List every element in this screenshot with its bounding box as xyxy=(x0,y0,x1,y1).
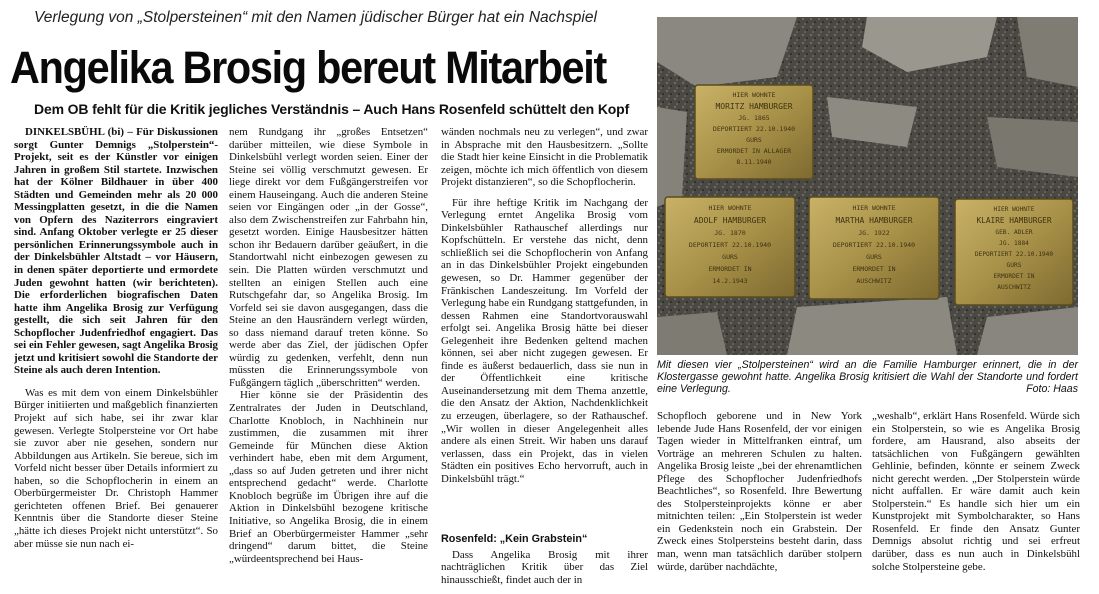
photo-credit: Foto: Haas xyxy=(1022,383,1078,395)
svg-text:JG. 1865: JG. 1865 xyxy=(738,114,770,122)
svg-text:JG. 1884: JG. 1884 xyxy=(999,240,1029,247)
svg-text:HIER WOHNTE: HIER WOHNTE xyxy=(708,204,752,212)
article-column-2 xyxy=(229,126,428,591)
headline: Angelika Brosig bereut Mitarbeit xyxy=(10,42,607,93)
body-paragraph: „weshalb“, erklärt Hans Rosenfeld. Würde sich ein Stolperstein, so wie es Angelika Brosig fordere, am Hausrand, also abseits der tatsächlichen von Fußgängern gewählten Gehlinie, befinden, könnte er seinem Zweck nicht gerecht werden. „Der Stolperstein würde nicht auffallen. Er wäre damit auch kein Stolperstein.“ Es handle sich hier um ein Kunstprojekt mit Symbolcharakter, so Hans Rosenfeld. Er finde den Ansatz Gunter Demnigs absolut richtig und sei erfreut darüber, dass es nun auch in Dinkelsbühl solche Stolpersteine gebe. xyxy=(872,410,1080,573)
stolperstein-2 xyxy=(665,197,795,297)
body-paragraph: wänden nochmals neu zu verlegen“, und zwar in Absprache mit den Hausbesitzern. „Sollte die Stadt hier keine Einsicht in die Problematik zeigen, möchte ich mich öffentlich von diesem Projekt distanzieren“, so die Schopflocherin. xyxy=(441,126,648,189)
article-column-1 xyxy=(14,126,218,591)
svg-text:MARTHA HAMBURGER: MARTHA HAMBURGER xyxy=(835,216,913,225)
svg-text:JG. 1870: JG. 1870 xyxy=(714,229,746,237)
article-column-3 xyxy=(441,126,648,524)
svg-text:HIER WOHNTE: HIER WOHNTE xyxy=(993,206,1035,213)
subheadline: Dem OB fehlt für die Kritik jegliches Verständnis – Auch Hans Rosenfeld schüttelt den Kopf xyxy=(34,101,630,117)
lead-paragraph: DINKELSBÜHL (bi) – Für Diskussionen sorgt Gunter Demnigs „Stolperstein“-Projekt, seit es der Künstler vor einigen Jahren in großem Stil startete. Inzwischen hat der Kölner Bildhauer in über 400 Städten und Gemeinden mehr als 20 000 Messingplatten gesetzt, in die die Namen von Opfern des Naziterrors eingraviert sind. Anfang Oktober verlegte er 25 dieser persönlichen Erinnerungssymbole auch in der Dinkelsbühler Altstadt – vor Häusern, in denen später deportierte und ermordete Juden gewohnt hatten (wir berichteten). Die erforderlichen biografischen Daten hatte ihm Angelika Brosig zur Verfügung gestellt, die sich seit Jahren für den Schopflocher Judenfriedhof engagiert. Das sei ein Fehler gewesen, sagt Angelika Brosig jetzt und kritisiert sowohl die Standorte der Steine als auch deren Intention. xyxy=(14,126,218,377)
svg-text:AUSCHWITZ: AUSCHWITZ xyxy=(856,277,892,285)
svg-text:JG. 1922: JG. 1922 xyxy=(858,229,890,237)
svg-text:GURS: GURS xyxy=(866,253,882,261)
section-subheading: Rosenfeld: „Kein Grabstein“ xyxy=(441,533,588,545)
svg-text:14.2.1943: 14.2.1943 xyxy=(712,277,748,285)
svg-text:AUSCHWITZ: AUSCHWITZ xyxy=(997,284,1031,291)
svg-text:8.11.1940: 8.11.1940 xyxy=(736,158,772,166)
body-paragraph: Schopfloch geborene und in New York lebende Jude Hans Rosenfeld, der vor einigen Tagen wieder in Mittelfranken eintraf, um Vorträge an mehreren Schulen zu halten. Angelika Brosig leiste „bei der ehrenamtlichen Pflege des Schopflocher Judenfriedhofs Beachtliches“, so Rosenfeld. Ihre Bewertung des Stolpersteinprojekts könne er aber mitnichten teilen: „Ein Stolperstein ist weder ein Gedenkstein noch ein Grabstein. Der Zweck eines Stolpersteins besteht darin, dass man, wenn man tatsächlich darüber stolpern würde, darüber nachdächte, xyxy=(657,410,862,573)
stolperstein-3 xyxy=(809,197,939,299)
svg-text:DEPORTIERT 22.10.1940: DEPORTIERT 22.10.1940 xyxy=(688,241,772,249)
body-paragraph: Hier könne sie der Präsidentin des Zentralrates der Juden in Deutschland, Charlotte Knobloch, in Nachhinein nur zustimmen, die zusammen mit ihrer Gemeinde für München diese Aktion verhindert habe, eben mit dem Argument, „dass so auf Juden getreten und ihrer nicht entsprechend gedacht“ werde. Charlotte Knobloch begrüße im Übrigen ihre auf die Aktion in Dinkelsbühl bezogene kritische Initiative, so Angelika Brosig, die in einem Brief an Oberbürgermeister Hammer „sehr dringend“ darum bittet, die Steine „würdeentsprechend bei Haus- xyxy=(229,389,428,565)
svg-text:GURS: GURS xyxy=(722,253,738,261)
article-column-4 xyxy=(657,410,862,591)
body-paragraph: Dass Angelika Brosig mit ihrer nachträglichen Kritik über das Ziel hinausschießt, findet auch der in xyxy=(441,548,648,586)
stolperstein-4 xyxy=(955,199,1073,305)
kicker: Verlegung von „Stolpersteinen“ mit den Namen jüdischer Bürger hat ein Nachspiel xyxy=(34,9,597,26)
caption-text: Mit diesen vier „Stolpersteinen“ wird an die Familie Hamburger erinnert, die in der Klostergasse gewohnt hatte. Angelika Brosig kritisiert die Wahl der Standorte und fordert eine Verlegung. xyxy=(657,359,1078,395)
svg-text:GURS: GURS xyxy=(1006,262,1022,269)
photo-caption xyxy=(657,359,1078,395)
svg-text:KLAIRE HAMBURGER: KLAIRE HAMBURGER xyxy=(976,216,1052,225)
body-paragraph: Was es mit dem von einem Dinkelsbühler Bürger initiierten und maßgeblich finanzierten Projekt auf sich habe, sei ihr zwar klar gewesen. Verlegte Stolpersteine vor Ort habe sie zuvor aber nie gesehen, sondern nur Abbildungen aus Artikeln. Sie bereue, sich im Vorfeld nicht besser über Details informiert zu haben, so die Schopflocherin in einem an Oberbürgermeister Dr. Christoph Hammer gerichteten offenen Brief. Bei genauerer Kenntnis über die Standorte dieser Steine „hätte ich dieses Projekt nicht unterstützt“. So aber müsse sie nun nach ei- xyxy=(14,386,218,550)
svg-text:ERMORDET IN: ERMORDET IN xyxy=(993,273,1035,280)
body-paragraph: Für ihre heftige Kritik im Nachgang der Verlegung erntet Angelika Brosig vom Dinkelsbühler Rathauschef allerdings nur Kopfschütteln. Er verstehe das nicht, denn schließlich sei die Schopflocherin von Anfang an in das Dinkelsbühler Projekt eingebunden gewesen, so Dr. Hammer gegenüber der Fränkischen Landeszeitung. Im Vorfeld der Verlegung habe ein Rundgang stattgefunden, in dessen Rahmen eine Standortvorauswahl erfolgt sei. Angelika Brosig hätte bei dieser Gelegenheit ihre Bedenken geltend machen können, sei aber nicht zugegen gewesen. Er finde es äußerst bedauerlich, dass sie nun in der Öffentlichkeit eine kritische Auseinandersetzung mit dem Thema anzettle, die den Ansatz der Aktion, Nachdenklichkeit zu erzeugen, überlagere, so der Rathauschef. „Wir wollen in dieser Angelegenheit alles andere als einen Streit. Wir haben uns darauf verlassen, dass ein Projekt, das in vielen Städten ein positives Echo hervorruft, auch in Dinkelsbühl trägt.“ xyxy=(441,196,648,485)
article-column-5 xyxy=(872,410,1080,591)
svg-text:HIER WOHNTE: HIER WOHNTE xyxy=(732,91,776,99)
svg-text:GURS: GURS xyxy=(746,136,762,144)
stolpersteine-photo xyxy=(657,17,1078,355)
svg-text:ERMORDET IN: ERMORDET IN xyxy=(852,265,896,273)
svg-text:HIER WOHNTE: HIER WOHNTE xyxy=(852,204,896,212)
svg-text:ERMORDET IN: ERMORDET IN xyxy=(708,265,752,273)
svg-text:GEB. ADLER: GEB. ADLER xyxy=(995,229,1033,236)
svg-text:ADOLF HAMBURGER: ADOLF HAMBURGER xyxy=(693,216,767,225)
svg-text:MORITZ HAMBURGER: MORITZ HAMBURGER xyxy=(715,102,793,111)
svg-text:DEPORTIERT 22.10.1940: DEPORTIERT 22.10.1940 xyxy=(974,251,1054,258)
article-column-3-continued xyxy=(441,528,648,591)
svg-text:DEPORTIERT 22.10.1940: DEPORTIERT 22.10.1940 xyxy=(712,125,796,133)
svg-text:DEPORTIERT 22.10.1940: DEPORTIERT 22.10.1940 xyxy=(832,241,916,249)
photo-graphic xyxy=(657,17,1078,355)
stolperstein-1 xyxy=(695,85,813,179)
svg-text:ERMORDET IN ALLAGER: ERMORDET IN ALLAGER xyxy=(716,147,792,155)
body-paragraph: nem Rundgang ihr „großes Entsetzen“ darüber mitteilen, wie diese Symbole in Dinkelsbühl verlegt worden seien. Einer der Steine sei völlig verschmutzt gewesen. Er liege direkt vor dem Fußgängerstreifen vor einem Hauseingang. Auch die anderen Steine seien vor Eingängen oder „in der Gosse“, also dem Zwischenstreifen zur Fahrbahn hin, gesetzt worden. Einige Hausbesitzer hätten schon ihr Bedauern darüber geäußert, in die Standortwahl nicht einbezogen gewesen zu sein. Die Platten würden verschmutzt und stellten an einigen Stellen auch eine Rutschgefahr dar, so Angelika Brosig. Im Vorfeld sei sie davon ausgegangen, dass die Steine an den Hausrändern verlegt würden, so dass niemand darauf treten könne. So werde aber das Ziel, der jüdischen Opfer würdig zu gedenken, verfehlt, denn nun müssten die Erinnerungssymbole von Fußgängern täglich „überschritten“ werden. xyxy=(229,126,428,389)
